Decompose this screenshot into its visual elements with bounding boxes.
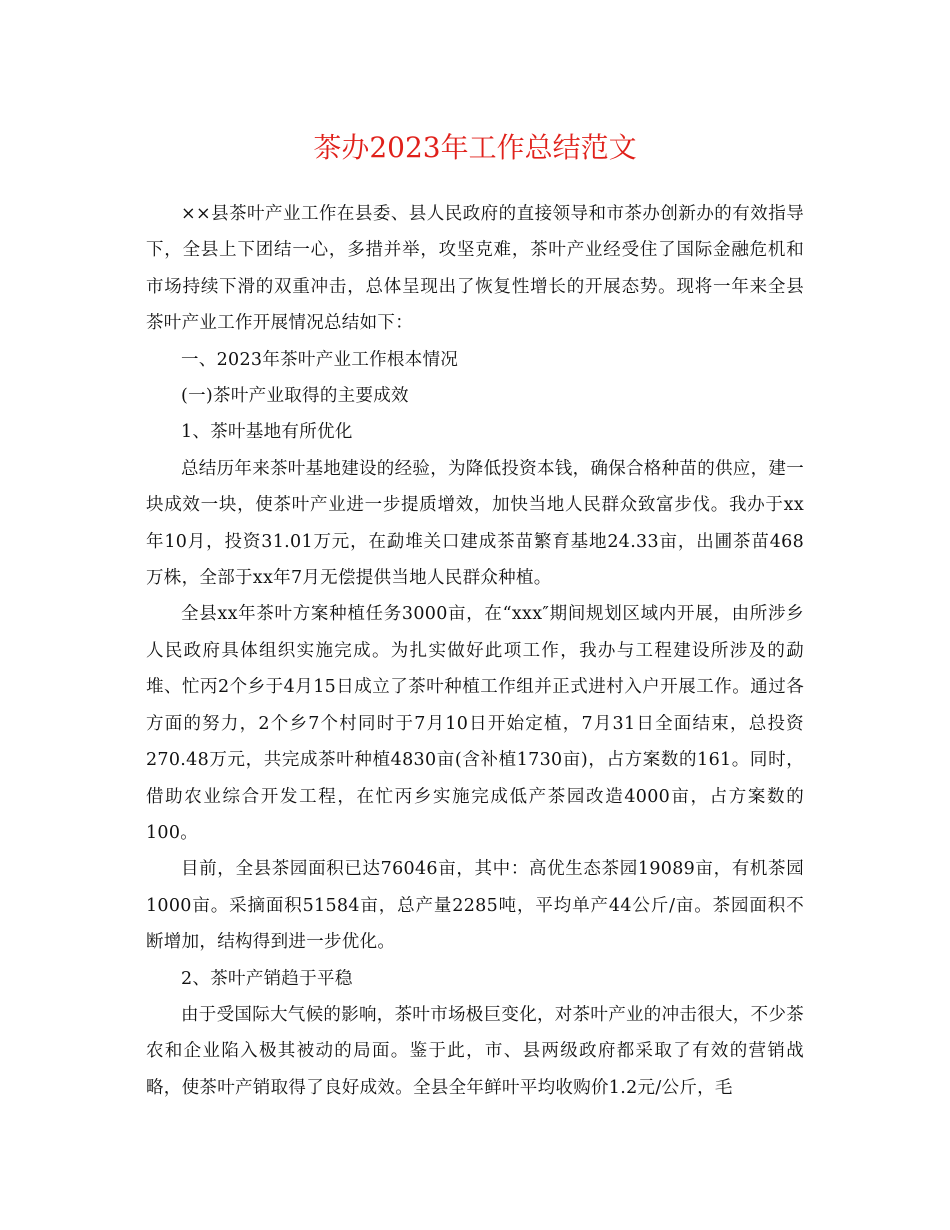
- paragraph-nursery: 总结历年来茶叶基地建设的经验，为降低投资本钱，确保合格种苗的供应，建一块成效一块，使茶叶产业进一步提质增效，加快当地人民群众致富步伐。我办于xx年10月，投资31.01万元，在勐堆关口建成茶苗繁育基地24.33亩，出圃茶苗468万株，全部于xx年7月无偿提供当地人民群众种植。: [146, 458, 804, 589]
- paragraph-market: 由于受国际大气候的影响，茶叶市场极巨变化，对茶叶产业的冲击很大，不少茶农和企业陷入极其被动的局面。鉴于此，市、县两级政府都采取了有效的营销战略，使茶叶产销取得了良好成效。全县全年鲜叶平均收购价1.2元/公斤，毛: [146, 1004, 804, 1098]
- heading-subsection-1: (一)茶叶产业取得的主要成效: [181, 386, 409, 407]
- heading-item-2: 2、茶叶产销趋于平稳: [181, 968, 353, 989]
- document-title: 茶办2023年工作总结范文: [313, 131, 637, 164]
- paragraph-intro: ××县茶叶产业工作在县委、县人民政府的直接领导和市茶办创新办的有效指导下，全县上下团结一心，多措并举，攻坚克难，茶叶产业经受住了国际金融危机和市场持续下滑的双重冲击，总体呈现出了恢复性增长的开展态势。现将一年来全县茶叶产业工作开展情况总结如下：: [146, 204, 804, 334]
- paragraph-area: 目前，全县茶园面积已达76046亩，其中：高优生态茶园19089亩，有机茶园1000亩。采摘面积51584亩，总产量2285吨，平均单产44公斤/亩。茶园面积不断增加，结构得到进一步优化。: [146, 859, 804, 953]
- heading-item-1: 1、茶叶基地有所优化: [181, 422, 353, 443]
- heading-section-1: 一、2023年茶叶产业工作根本情况: [181, 349, 459, 370]
- document-body: [146, 196, 804, 1106]
- paragraph-planting: 全县xx年茶叶方案种植任务3000亩，在“xxx″期间规划区域内开展，由所涉乡人民政府具体组织实施完成。为扎实做好此项工作，我办与工程建设所涉及的勐堆、忙丙2个乡于4月15日成立了茶叶种植工作组并正式进村入户开展工作。通过各方面的努力，2个乡7个村同时于7月10日开始定植，7月31日全面结束，总投资270.48万元，共完成茶叶种植4830亩(含补植1730亩)，占方案数的161。同时，借助农业综合开发工程，在忙丙乡实施完成低产茶园改造4000亩，占方案数的100。: [146, 604, 804, 843]
